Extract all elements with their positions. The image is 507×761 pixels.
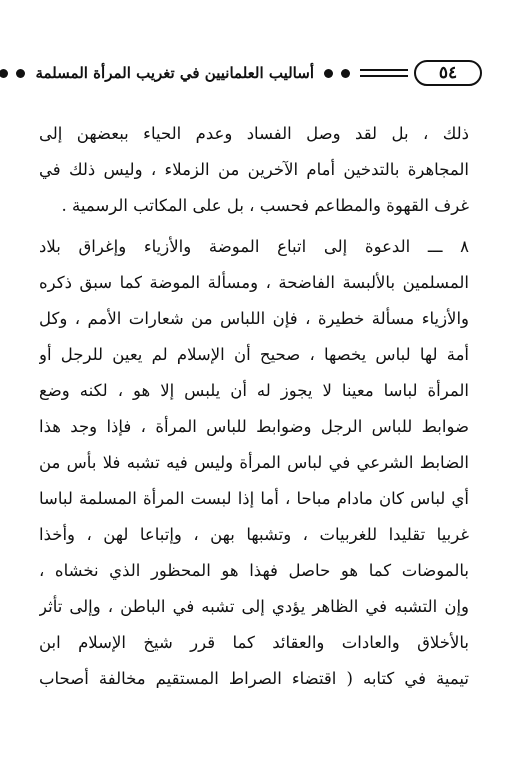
header-dot-ornament — [324, 69, 333, 78]
running-title: أساليب العلمانيين في تغريب المرأة المسلمة — [35, 64, 314, 82]
paragraph-fashion — [39, 229, 469, 697]
page-header — [36, 58, 482, 88]
text-line: والأزياء مسألة خطيرة ، فإن اللباس من شعارات الأمم ، وكل — [39, 309, 469, 328]
text-line: ذلك ، بل لقد وصل الفساد وعدم الحياء ببعضهن إلى — [39, 124, 469, 143]
header-dot-ornament — [16, 69, 25, 78]
page-number — [414, 60, 482, 86]
text-line: أمة لها لباس يخصها ، صحيح أن الإسلام لم يعين للرجل أو — [39, 345, 469, 364]
text-line: بالموضات كما هو حاصل فهذا هو المحظور الذي نخشاه ، — [39, 561, 469, 580]
header-dot-ornament — [341, 69, 350, 78]
text-line: المسلمين بالألبسة الفاضحة ، ومسألة الموضة كما سبق ذكره — [39, 273, 469, 292]
page-number-text: ٥٤ — [438, 63, 458, 83]
text-line: وإن التشبه في الظاهر يؤدي إلى تشبه في الباطن ، وإلى تأثر — [39, 597, 469, 616]
paragraph-continuation — [39, 116, 469, 224]
text-line: ضوابط للباس الرجل وضوابط للباس المرأة ، فإذا وجد هذا — [39, 417, 469, 436]
text-line: المجاهرة بالتدخين أمام الآخرين من الزملاء ، وليس ذلك في — [39, 160, 469, 179]
text-line: أي لباس كان مادام مباحا ، أما إذا لبست المرأة المسلمة لباسا — [39, 489, 469, 508]
text-line: غرف القهوة والمطاعم فحسب ، بل على المكاتب الرسمية . — [61, 196, 469, 215]
header-double-rule — [360, 69, 408, 77]
text-line: غربيا تقليدا للغربيات ، وتشبها بهن ، وإتباعا لهن ، وأخذا — [39, 525, 469, 544]
text-line: تيمية في كتابه ( اقتضاء الصراط المستقيم مخالفة أصحاب — [39, 669, 469, 688]
text-line: الضابط الشرعي في لباس المرأة وليس فيه تشبه فلا بأس من — [39, 453, 469, 472]
text-line: بالأخلاق والعادات والعقائد كما قرر شيخ الإسلام ابن — [39, 633, 469, 652]
header-dot-ornament — [0, 69, 8, 78]
text-line: المرأة لباسا معينا لا يجوز له أن يلبس إلا هو ، لكنه وضع — [39, 381, 469, 400]
text-line: ٨ ـــ الدعوة إلى اتباع الموضة والأزياء وإغراق بلاد — [39, 237, 469, 256]
